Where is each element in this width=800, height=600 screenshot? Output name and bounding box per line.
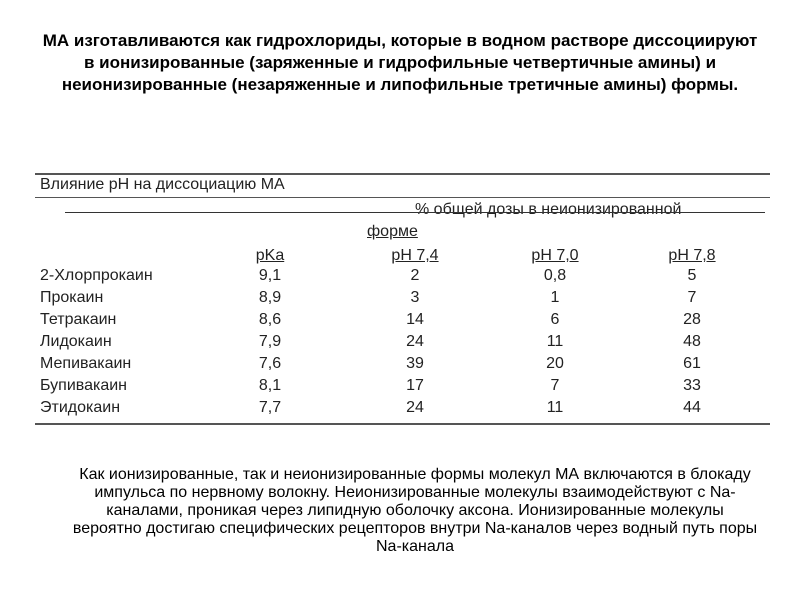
ph78-value: 7 (687, 289, 697, 306)
pka-value: 8,9 (258, 289, 282, 306)
column-header-pka: pKa (255, 247, 285, 264)
dissociation-table (35, 173, 770, 425)
ph78-value: 5 (687, 267, 697, 284)
ph70-value: 7 (550, 377, 560, 394)
drug-name: Мепивакаин (40, 355, 132, 372)
pka-value: 7,6 (258, 355, 282, 372)
table-row (35, 267, 770, 289)
table-caption: Влияние рН на диссоциацию МА (40, 176, 285, 193)
drug-name: Тетракаин (40, 311, 117, 328)
pka-value: 7,7 (258, 399, 282, 416)
ph70-value: 6 (550, 311, 560, 328)
column-header-ph78: pH 7,8 (668, 247, 716, 264)
table-row (35, 355, 770, 377)
ph70-value: 1 (550, 289, 560, 306)
ph78-value: 33 (683, 377, 701, 394)
pka-value: 7,9 (258, 333, 282, 350)
drug-name: Бупивакаин (40, 377, 127, 394)
table-top-rule (35, 173, 770, 175)
pka-value: 9,1 (258, 267, 282, 284)
ph70-value: 20 (546, 355, 564, 372)
drug-name: Лидокаин (40, 333, 112, 350)
column-header-ph74: pH 7,4 (391, 247, 439, 264)
drug-name: 2-Хлорпрокаин (40, 267, 153, 284)
table-row (35, 399, 770, 421)
ph70-value: 0,8 (543, 267, 567, 284)
drug-name: Прокаин (40, 289, 104, 306)
ph74-value: 2 (410, 267, 420, 284)
pka-value: 8,6 (258, 311, 282, 328)
table-row (35, 377, 770, 399)
table-row (35, 289, 770, 311)
ph78-value: 28 (683, 311, 701, 328)
ph74-value: 17 (406, 377, 424, 394)
drug-name: Этидокаин (40, 399, 121, 416)
explanation-paragraph: Как ионизированные, так и неионизированные формы молекул МА включаются в блокаду импульса по нервному волокну. Неионизированные молекулы взаимодействуют с Na-каналами, проникая через липидную оболочку аксона. Ионизированные молекулы вероятно достигаю специфических рецепторов внутри Na-каналов через водный путь поры Na-канала (72, 466, 758, 555)
ph74-value: 39 (406, 355, 424, 372)
page-title: МА изготавливаются как гидрохлориды, которые в водном растворе диссоциируют в ионизированные (заряженные и гидрофильные четвертичные амины) и неионизированные (незаряженные и липофильные третичные амины) формы. (42, 31, 758, 94)
ph78-value: 44 (683, 399, 701, 416)
caption-rule (35, 197, 770, 198)
ph74-value: 3 (410, 289, 420, 306)
ph74-value: 24 (406, 399, 424, 416)
group-header-rule (65, 212, 765, 213)
ph78-value: 61 (683, 355, 701, 372)
group-header: % общей дозы в неионизированной (415, 201, 682, 218)
table-row (35, 333, 770, 355)
ph70-value: 11 (546, 399, 564, 416)
ph74-value: 14 (406, 311, 424, 328)
table-bottom-rule (35, 423, 770, 425)
ph70-value: 11 (546, 333, 564, 350)
column-header-ph70: pH 7,0 (531, 247, 579, 264)
pka-value: 8,1 (258, 377, 282, 394)
group-header-continued: форме (367, 223, 418, 240)
table-row (35, 311, 770, 333)
ph78-value: 48 (683, 333, 701, 350)
ph74-value: 24 (406, 333, 424, 350)
